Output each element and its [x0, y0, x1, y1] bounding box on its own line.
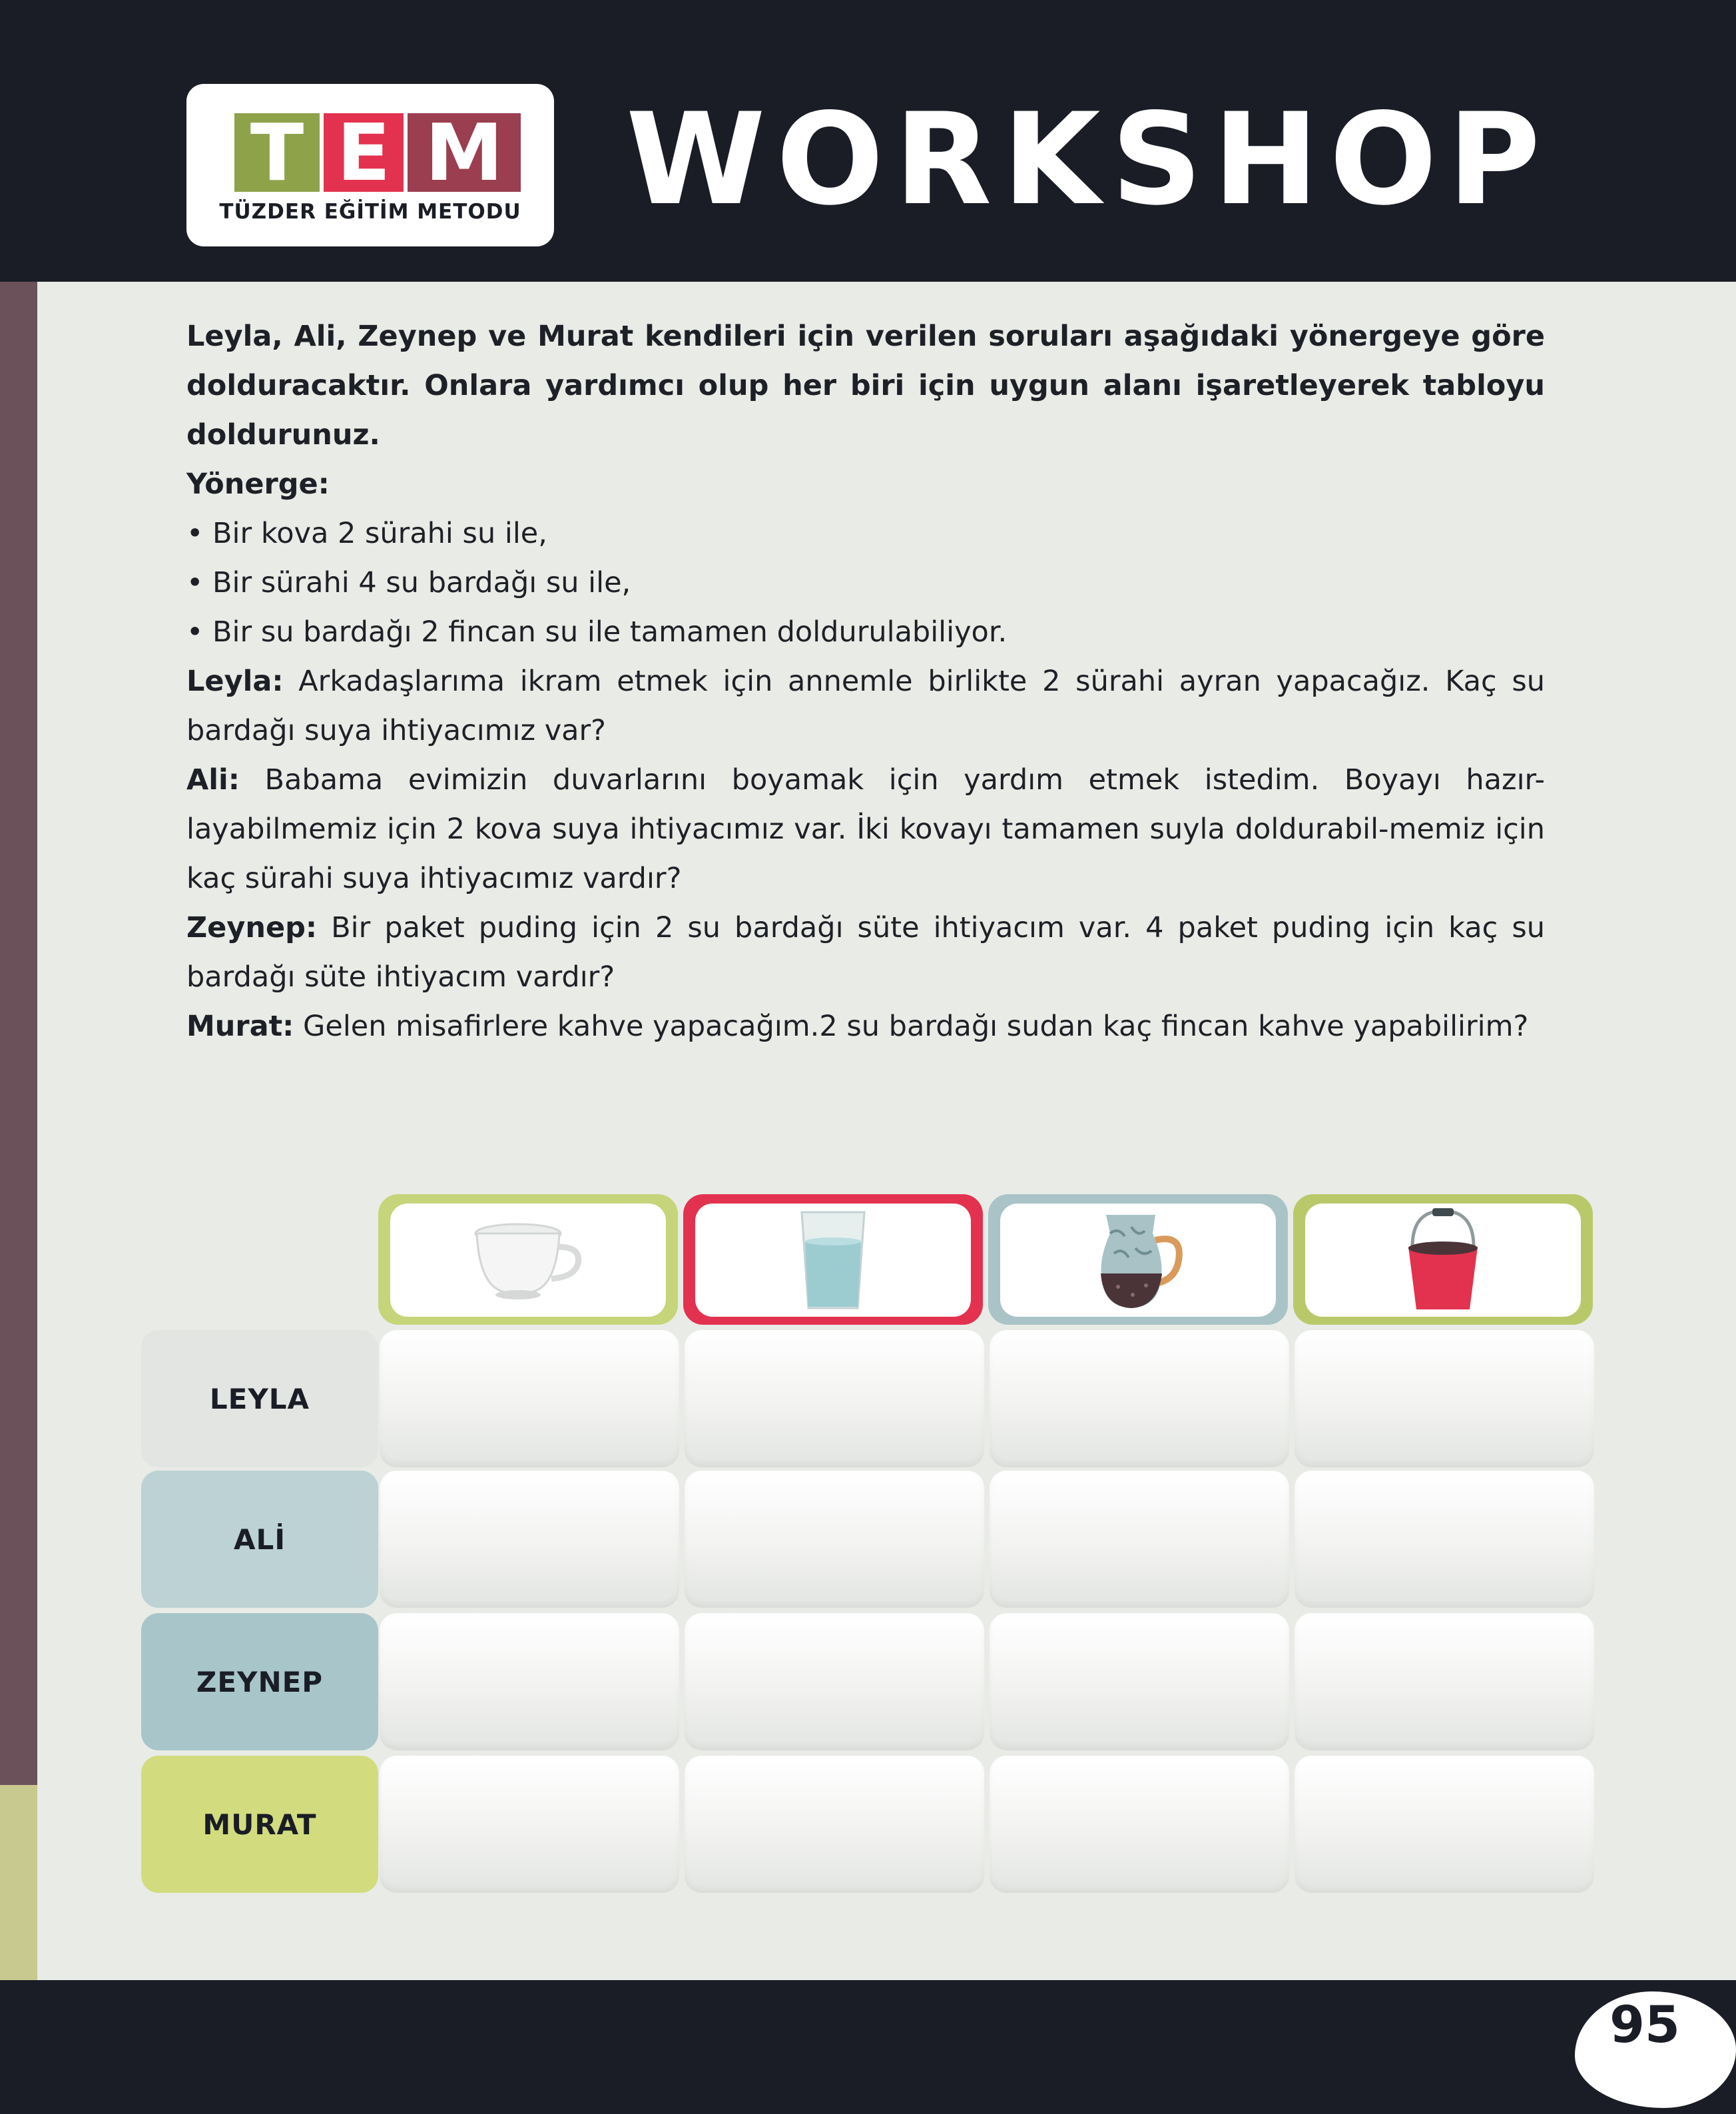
answer-cell[interactable] — [685, 1756, 984, 1893]
side-strip-accent — [0, 1785, 37, 1980]
question-murat — [186, 1002, 1545, 1051]
question-leyla — [186, 657, 1545, 755]
question-text: Bir paket puding için 2 su bardağı süte ihtiyacım var. 4 paket puding için kaç su bardağı süte ihtiyacım vardır? — [186, 911, 1545, 994]
directive-title: Yönerge: — [186, 468, 330, 501]
pitcher-icon — [1091, 1207, 1185, 1313]
bucket-icon — [1403, 1207, 1483, 1313]
directive-item: • Bir su bardağı 2 fincan su ile tamamen doldurulabiliyor. — [186, 615, 1008, 649]
cup-icon — [471, 1214, 585, 1307]
row-label-zeynep: ZEYNEP — [141, 1613, 378, 1750]
column-header-inner — [1305, 1204, 1581, 1317]
intro-paragraph: Leyla, Ali, Zeynep ve Murat kendileri için verilen soruları aşağıdaki yönergeye göre dolduracaktır. Onlara yardımcı olup her biri için uygun alanı işaretleyerek tabloyu doldurunuz. — [186, 320, 1545, 452]
answer-cell[interactable] — [380, 1330, 679, 1467]
question-name: Ali: — [186, 763, 240, 797]
logo-letter-e: E — [324, 113, 404, 192]
directive-item: • Bir kova 2 sürahi su ile, — [186, 517, 547, 550]
question-text: Arkadaşlarıma ikram etmek için annemle birlikte 2 sürahi ayran yapacağız. Kaç su bardağı suya ihtiyacımız var? — [186, 665, 1545, 747]
question-zeynep — [186, 903, 1545, 1002]
column-header-inner — [1000, 1204, 1276, 1317]
answer-cell[interactable] — [685, 1330, 984, 1467]
answer-cell[interactable] — [685, 1471, 984, 1608]
question-name: Leyla: — [186, 665, 284, 698]
column-header-cup — [378, 1194, 678, 1325]
footer-bar — [0, 1980, 1736, 2114]
logo-letters — [234, 107, 521, 198]
column-header-pitcher — [988, 1194, 1288, 1325]
glass-icon — [796, 1207, 870, 1313]
answer-cell[interactable] — [1295, 1613, 1594, 1750]
row-label-ali: ALİ — [141, 1471, 378, 1608]
answer-cell[interactable] — [685, 1613, 984, 1750]
answer-cell[interactable] — [990, 1471, 1289, 1608]
column-header-bucket — [1293, 1194, 1593, 1325]
page-title: WORKSHOP — [626, 86, 1552, 233]
column-header-inner — [390, 1204, 666, 1317]
answer-cell[interactable] — [990, 1330, 1289, 1467]
page-number: 95 — [1609, 1995, 1680, 2054]
question-text: Gelen misafirlere kahve yapacağım.2 su bardağı sudan kaç fincan kahve yapabilirim? — [294, 1010, 1529, 1043]
question-text: Babama evimizin duvarlarını boyamak için yardım etmek istedim. Boyayı hazır-layabilmemiz için 2 kova suya ihtiyacımız var. İki kovayı tamamen suyla doldurabil-memiz için kaç sürahi suya ihtiyacımız vardır? — [186, 763, 1545, 895]
side-strip — [0, 282, 37, 1980]
row-label-murat: MURAT — [141, 1756, 378, 1893]
answer-cell[interactable] — [380, 1756, 679, 1893]
answer-cell[interactable] — [990, 1756, 1289, 1893]
column-header-glass — [683, 1194, 983, 1325]
question-name: Zeynep: — [186, 911, 318, 944]
question-name: Murat: — [186, 1010, 294, 1043]
answer-cell[interactable] — [380, 1471, 679, 1608]
logo-letter-t: T — [234, 113, 320, 192]
row-label-leyla: LEYLA — [141, 1330, 378, 1467]
answer-cell[interactable] — [380, 1613, 679, 1750]
logo-subtitle: TÜZDER EĞİTİM METODU — [219, 200, 521, 224]
logo-letter-m: M — [408, 113, 521, 192]
answer-cell[interactable] — [1295, 1330, 1594, 1467]
answer-cell[interactable] — [1295, 1471, 1594, 1608]
column-header-inner — [695, 1204, 971, 1317]
directive-item: • Bir sürahi 4 su bardağı su ile, — [186, 566, 631, 599]
answer-cell[interactable] — [1295, 1756, 1594, 1893]
tem-logo — [186, 84, 554, 246]
content-text — [186, 312, 1545, 1051]
question-ali — [186, 755, 1545, 903]
answer-cell[interactable] — [990, 1613, 1289, 1750]
